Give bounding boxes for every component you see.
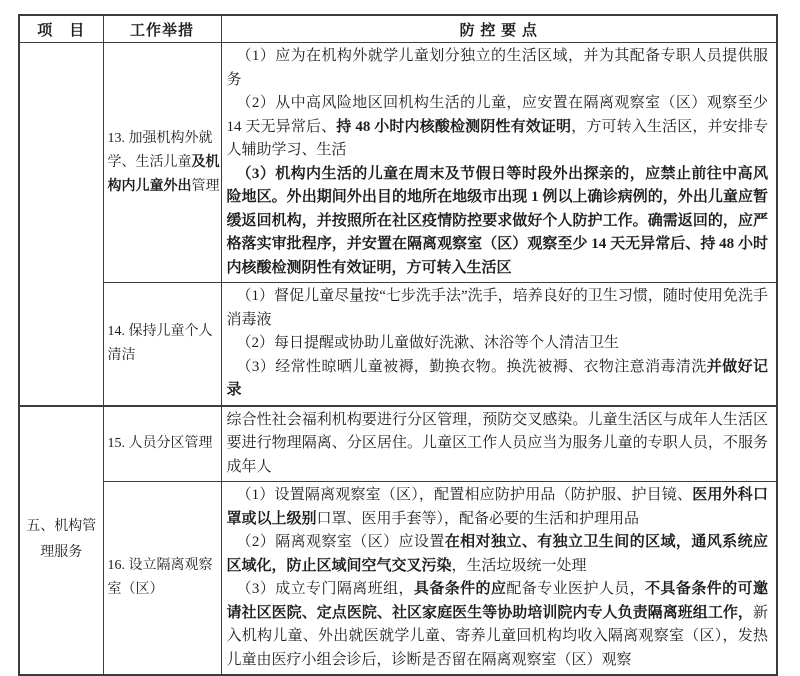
point-paragraph: （1）设置隔离观察室（区），配置相应防护用品（防护服、护目镜、医用外科口罩或以上级别口罩、医用手套等），配备必要的生活和护理用品 <box>226 487 768 527</box>
table-header-row <box>19 15 777 43</box>
table-row-14 <box>19 283 777 406</box>
prevention-table <box>18 14 778 676</box>
measure-cell-15: 15. 人员分区管理 <box>103 406 221 482</box>
table-row-15 <box>19 406 777 482</box>
table-row-16 <box>19 482 777 676</box>
measure-cell-13: 13. 加强机构外就学、生活儿童及机构内儿童外出管理 <box>103 43 221 283</box>
points-cell-16 <box>221 482 777 676</box>
point-paragraph: （1）应为在机构外就学儿童划分独立的生活区域，并为其配备专职人员提供服务 <box>226 48 768 88</box>
point-paragraph: （2）从中高风险地区回机构生活的儿童，应安置在隔离观察室（区）观察至少 14 天无异常后、持 48 小时内核酸检测阴性有效证明，方可转入生活区，并安排专人辅助学习、生活 <box>226 95 768 158</box>
project-cell-empty <box>19 43 103 406</box>
header-points: 防 控 要 点 <box>221 15 777 43</box>
header-project: 项 目 <box>19 15 103 43</box>
point-paragraph: （2）隔离观察室（区）应设置在相对独立、有独立卫生间的区域，通风系统应区域化，防止区域间空气交叉污染，生活垃圾统一处理 <box>226 534 768 574</box>
project-cell-section5: 五、机构管理服务 <box>19 406 103 676</box>
table-row-13 <box>19 43 777 283</box>
point-paragraph: （3）成立专门隔离班组，具备条件的应配备专业医护人员，不具备条件的可邀请社区医院、定点医院、社区家庭医生等协助培训院内专人负责隔离班组工作，新入机构儿童、外出就医就学儿童、寄养儿童回机构均收入隔离观察室（区），发热儿童由医疗小组会诊后，诊断是否留在隔离观察室（区）观察 <box>226 581 768 668</box>
point-paragraph: （2）每日提醒或协助儿童做好洗漱、沐浴等个人清洁卫生 <box>236 335 620 351</box>
points-cell-14 <box>221 283 777 406</box>
header-measures: 工作举措 <box>103 15 221 43</box>
point-paragraph: （1）督促儿童尽量按“七步洗手法”洗手，培养良好的卫生习惯，随时使用免洗手消毒液 <box>226 288 768 328</box>
point-paragraph: （3）经常性晾晒儿童被褥，勤换衣物。换洗被褥、衣物注意消毒清洗并做好记录 <box>226 358 768 398</box>
measure-cell-14: 14. 保持儿童个人清洁 <box>103 283 221 406</box>
points-cell-13 <box>221 43 777 283</box>
point-paragraph: 综合性社会福利机构要进行分区管理，预防交叉感染。儿童生活区与成年人生活区要进行物理隔离、分区居住。儿童区工作人员应当为服务儿童的专职人员，不服务成年人 <box>226 411 768 475</box>
point-paragraph: （3）机构内生活的儿童在周末及节假日等时段外出探亲的，应禁止前往中高风险地区。外出期间外出目的地所在地级市出现 1 例以上确诊病例的，外出儿童应暂缓返回机构，并按照所在社区疫情防控要求做好个人防护工作。确需返回的，应严格落实审批程序，并安置在隔离观察室（区）观察至少 14 天无异常后、持 48 小时内核酸检测阴性有效证明，方可转入生活区 <box>226 165 768 276</box>
measure-cell-16: 16. 设立隔离观察室（区） <box>103 482 221 676</box>
points-cell-15 <box>221 406 777 482</box>
